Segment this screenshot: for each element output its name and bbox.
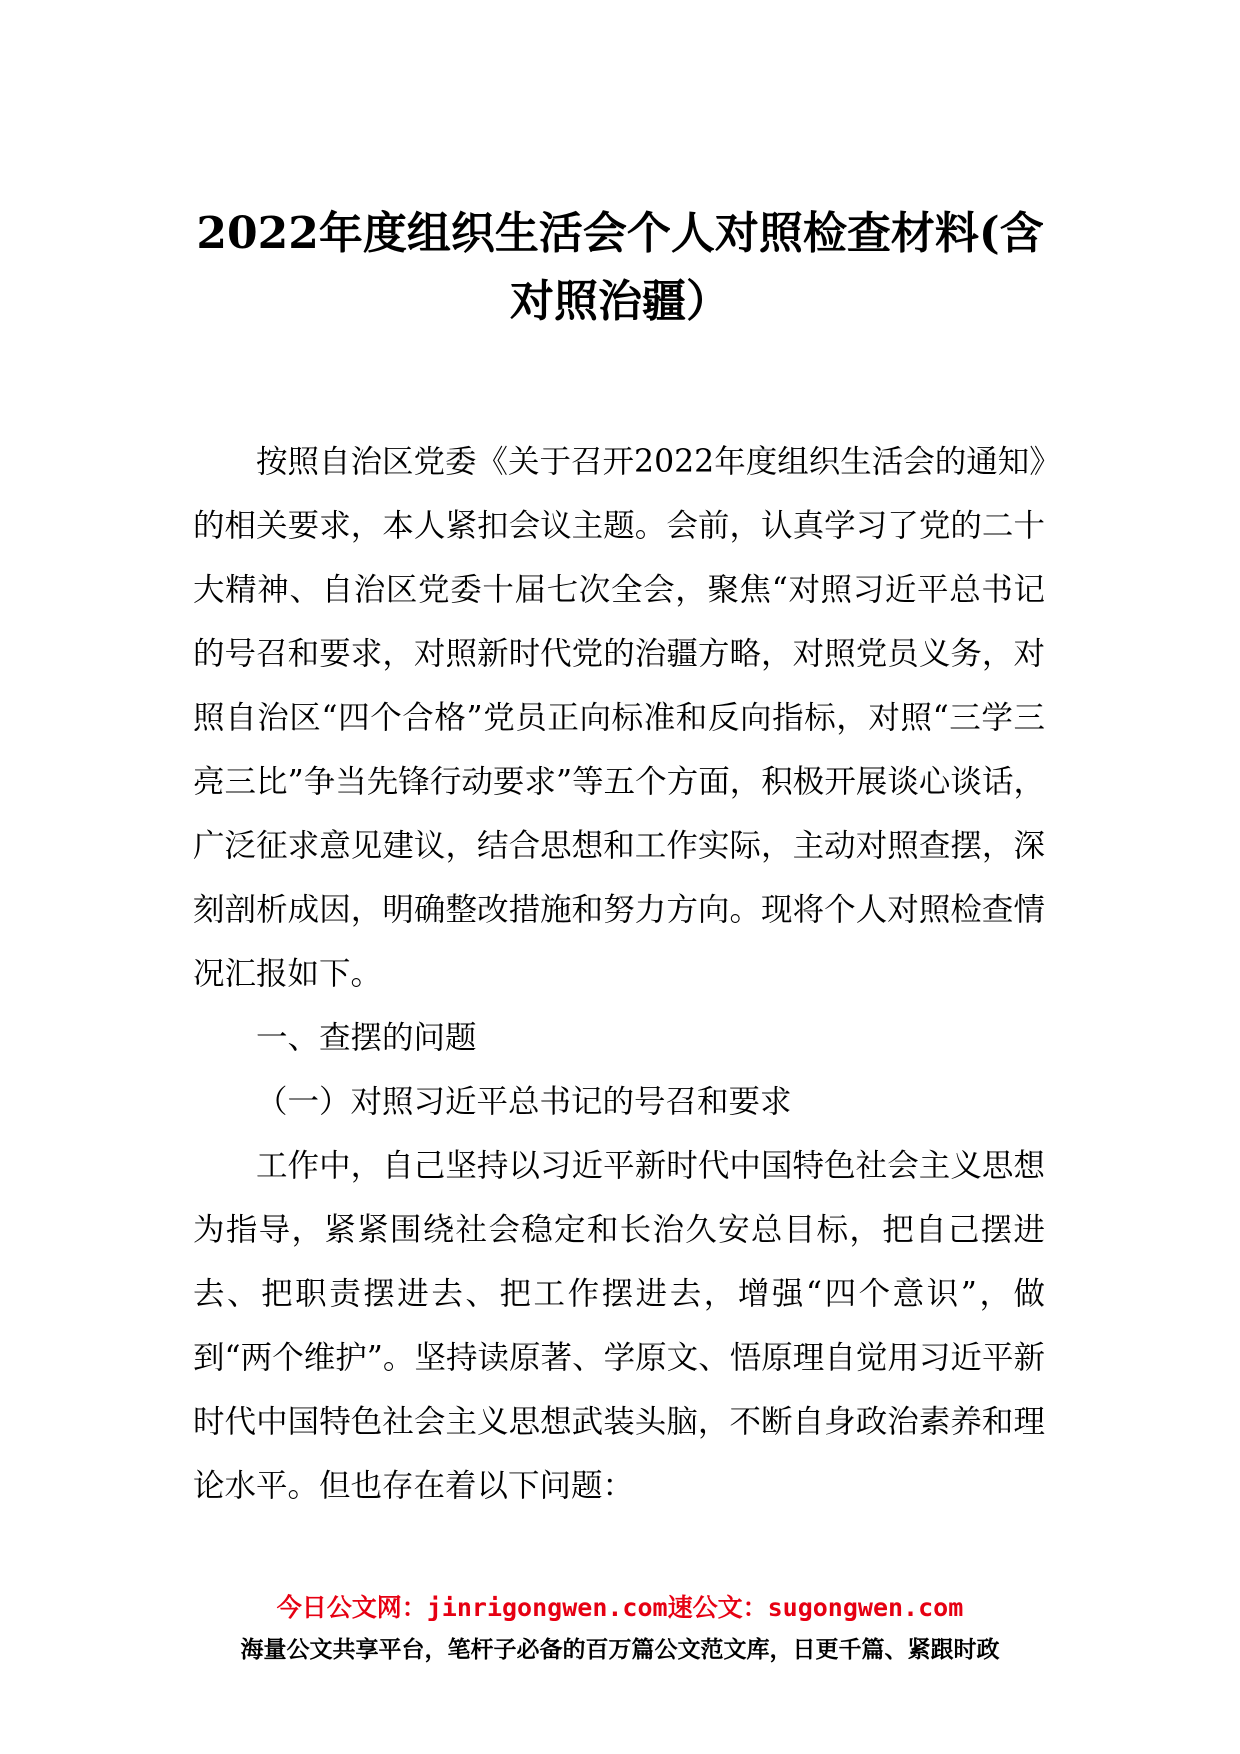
footer-sites — [0, 1588, 1240, 1628]
site1-url[interactable]: jinrigongwen.com — [426, 1593, 668, 1622]
site1-name: 今日公文网： — [276, 1593, 427, 1622]
title-line-1: 2022年度组织生活会个人对照检查材料(含 — [196, 208, 1044, 259]
site2-url[interactable]: sugongwen.com — [767, 1593, 964, 1622]
document-body — [193, 430, 1045, 1518]
document-title — [150, 200, 1090, 336]
watermark-footer — [0, 1588, 1240, 1668]
subsection-heading-1: （一）对照习近平总书记的号召和要求 — [256, 1084, 792, 1120]
section-heading-1: 一、查摆的问题 — [256, 1020, 477, 1056]
site2-name: 速公文： — [667, 1593, 768, 1622]
intro-paragraph: 按照自治区党委《关于召开2022年度组织生活会的通知》的相关要求，本人紧扣会议主题。会前，认真学习了党的二十大精神、自治区党委十届七次全会，聚焦“对照习近平总书记的号召和要求，对照新时代党的治疆方略，对照党员义务，对照自治区“四个合格”党员正向标准和反向指标，对照“三学三亮三比”争当先锋行动要求”等五个方面，积极开展谈心谈话，广泛征求意见建议，结合思想和工作实际，主动对照查摆，深刻剖析成因，明确整改措施和努力方向。现将个人对照检查情况汇报如下。 — [193, 444, 1045, 992]
body-paragraph-1: 工作中，自己坚持以习近平新时代中国特色社会主义思想为指导，紧紧围绕社会稳定和长治久安总目标，把自己摆进去、把职责摆进去、把工作摆进去，增强“四个意识”，做到“两个维护”。坚持读原著、学原文、悟原理自觉用习近平新时代中国特色社会主义思想武装头脑，不断自身政治素养和理论水平。但也存在着以下问题： — [193, 1148, 1045, 1504]
title-line-2: 对照治疆） — [510, 276, 730, 327]
footer-slogan: 海量公文共享平台，笔杆子必备的百万篇公文范文库，日更千篇、紧跟时政 — [240, 1637, 1000, 1663]
